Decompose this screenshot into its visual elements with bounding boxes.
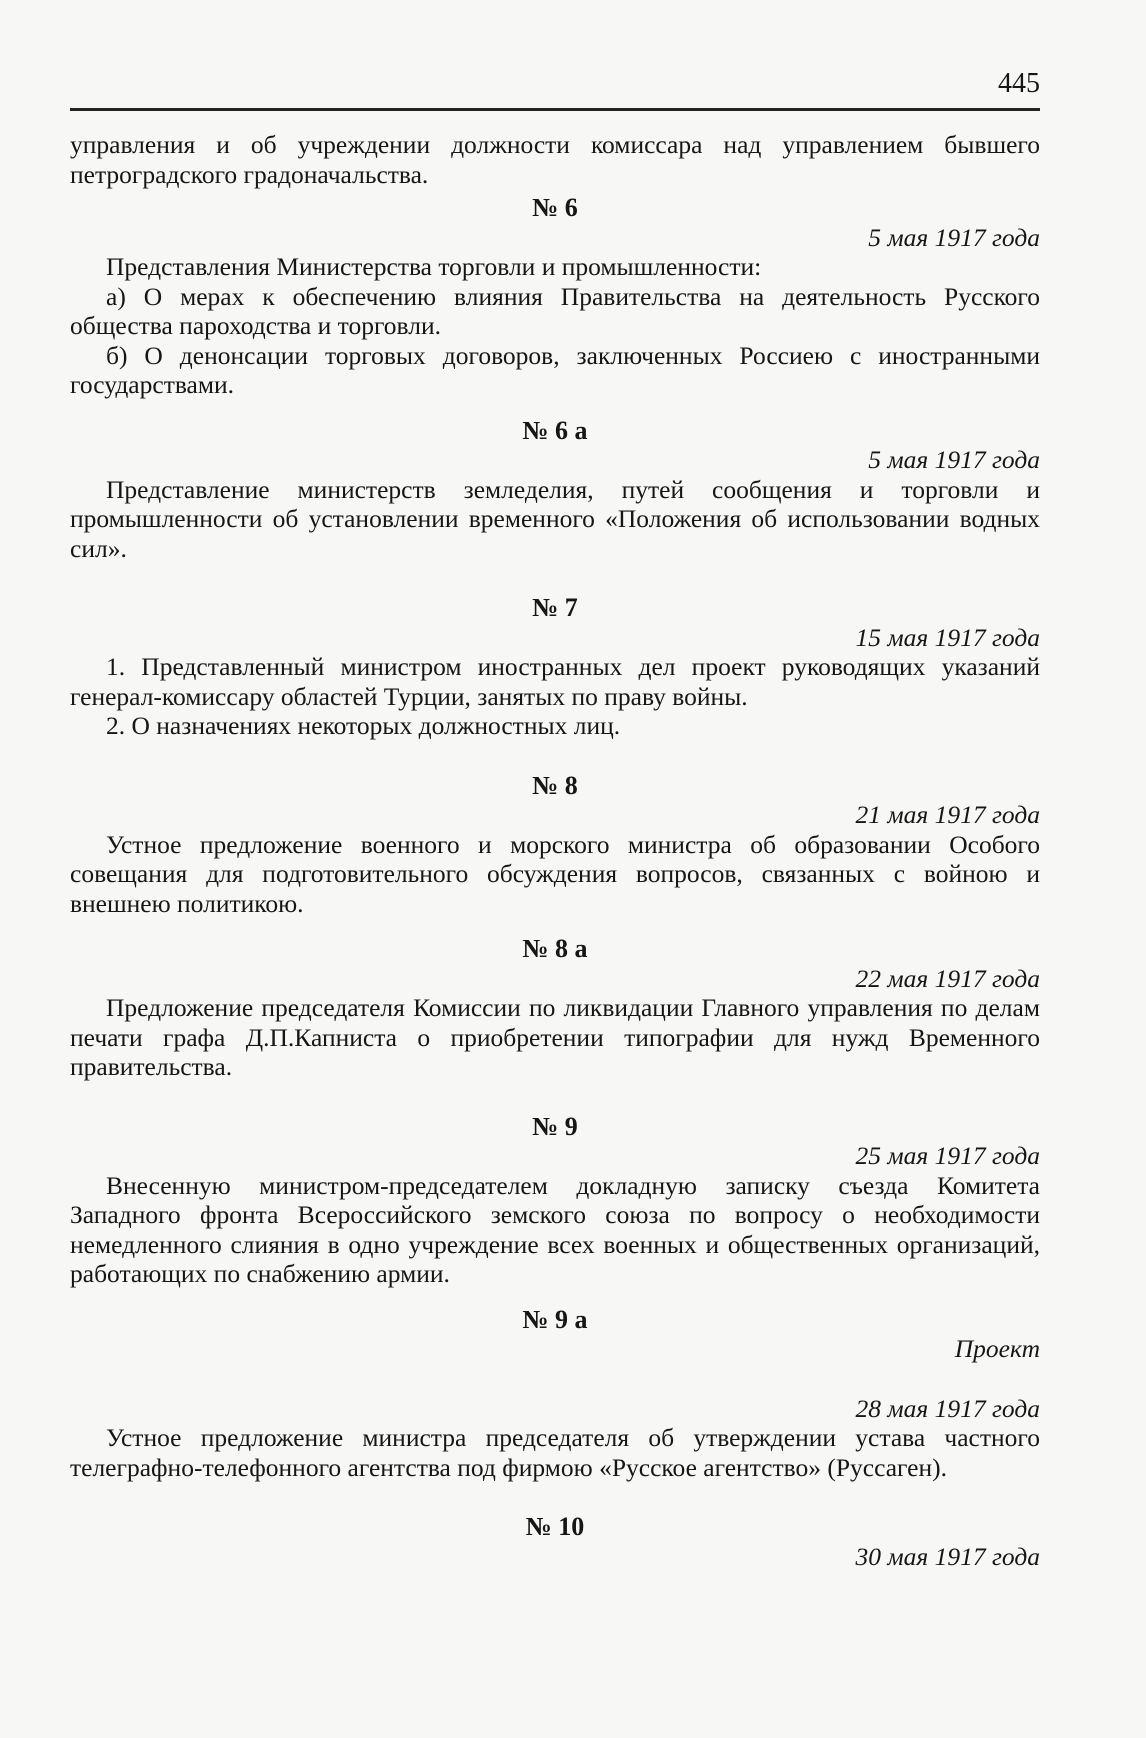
entry-paragraph: а) О мерах к обеспечению влияния Правительства на деятельность Русского общества пароходства и торговли. [70,281,1040,340]
entry-date: 5 мая 1917 года [868,445,1040,474]
entry-note: Проект [954,1334,1040,1363]
entry-number: № 6 [532,193,578,222]
entry-number: № 9 а [522,1304,588,1334]
entry-date: 21 мая 1917 года [855,800,1040,829]
entry-number: № 6 а [522,415,588,445]
entry-date: 15 мая 1917 года [855,622,1040,652]
entry-8 [70,771,1040,919]
entry-6a [70,416,1040,564]
entry-7 [70,593,1040,741]
entry-date: 30 мая 1917 года [855,1541,1040,1571]
entry-8a [70,934,1040,1082]
entry-9 [70,1112,1040,1289]
entry-date: 22 мая 1917 года [855,963,1040,993]
entry-paragraph: Предложение председателя Комиссии по ликвидации Главного управления по делам печати графа Д.П.Капниста о приобретении типографии для нужд Временного правительства. [70,993,1040,1081]
entry-paragraph: Устное предложение министра председателя об утверждении устава частного телеграфно-телефонного агентства под фирмою «Русское агентство» (Руссаген). [70,1423,1040,1482]
entry-number: № 10 [525,1512,585,1541]
entry-number: № 8 [532,770,578,800]
entry-paragraph: б) О денонсации торговых договоров, заключенных Россиею с иностранными государствами. [70,340,1040,399]
entry-date: 25 мая 1917 года [855,1141,1040,1170]
entry-date: 28 мая 1917 года [855,1393,1040,1423]
entry-10 [70,1512,1040,1571]
entry-date: 5 мая 1917 года [868,222,1040,252]
entry-paragraph: Представление министерств земледелия, путей сообщения и торговли и промышленности об установлении временного «Положения об использовании водных сил». [70,474,1040,563]
entry-number: № 8 а [522,934,588,963]
page-body [70,130,1040,1571]
entry-6 [70,193,1040,400]
intro-paragraph: управления и об учреждении должности комиссара над управлением бывшего петроградского градоначальства. [70,130,1040,189]
entry-9a [70,1305,1040,1483]
entry-number: № 9 [532,1111,578,1141]
entry-number: № 7 [532,593,578,622]
page-number: 445 [998,68,1040,99]
entry-paragraph: 2. О назначениях некоторых должностных лиц. [106,711,621,740]
entry-paragraph: Внесенную министром-председателем докладную записку съезда Комитета Западного фронта Всероссийского земского союза по вопросу о необходимости немедленного слияния в одно учреждение всех военных и общественных организаций, работающих по снабжению армии. [70,1170,1040,1288]
entry-paragraph: Устное предложение военного и морского министра об образовании Особого совещания для подготовительного обсуждения вопросов, связанных с войною и внешнею политикою. [70,829,1040,918]
entry-paragraph: 1. Представленный министром иностранных дел проект руководящих указаний генерал-комиссару областей Турции, занятых по праву войны. [70,652,1040,711]
header-rule [70,108,1040,111]
entry-paragraph: Представления Министерства торговли и промышленности: [106,252,762,281]
